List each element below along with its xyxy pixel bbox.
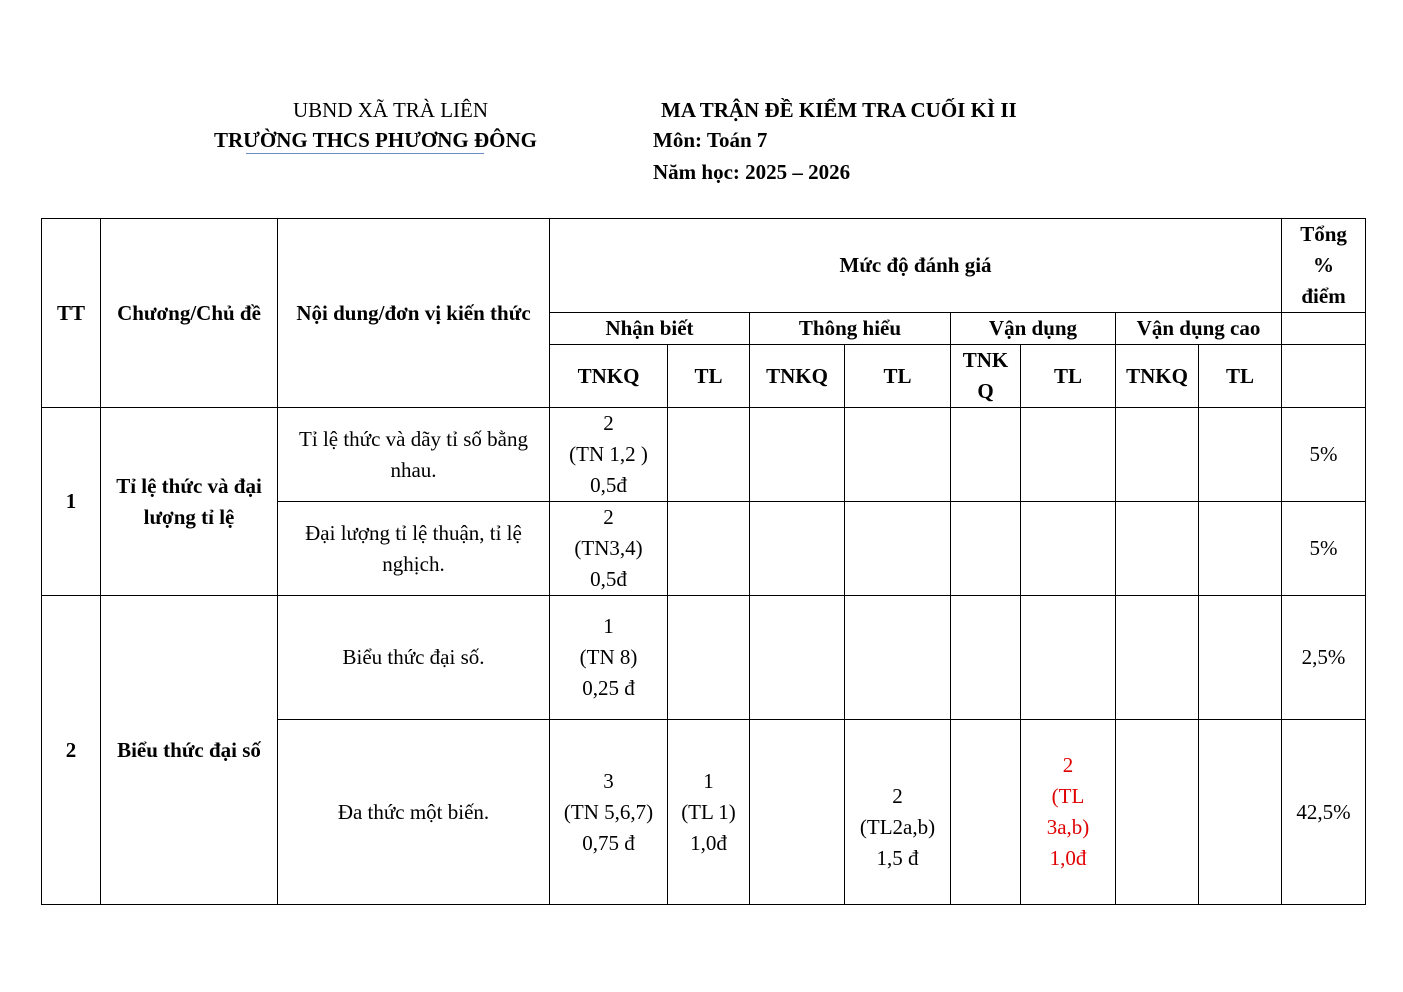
empty-cell <box>1282 345 1366 408</box>
row-chapter: Biểu thức đại số <box>101 596 278 905</box>
subheader-tl: TL <box>668 345 750 408</box>
row-chapter: Tỉ lệ thức và đại lượng tỉ lệ <box>101 408 278 596</box>
cell-th-tl: 2 (TL2a,b) 1,5 đ <box>845 720 951 905</box>
empty-cell <box>750 596 845 720</box>
empty-cell <box>845 408 951 502</box>
cell-nb-tnkq: 1 (TN 8) 0,25 đ <box>550 596 668 720</box>
school-name-underline <box>246 153 484 154</box>
empty-cell <box>951 720 1021 905</box>
row-tt: 1 <box>42 408 101 596</box>
document-title: MA TRẬN ĐỀ KIỂM TRA CUỐI KÌ II <box>661 98 1017 122</box>
total-label-line1: Tổng <box>1300 222 1347 246</box>
empty-cell <box>668 502 750 596</box>
cell-nb-tnkq: 2 (TN 1,2 ) 0,5đ <box>550 408 668 502</box>
empty-cell <box>750 720 845 905</box>
subheader-tl: TL <box>845 345 951 408</box>
col-header-total <box>1282 219 1366 313</box>
empty-cell <box>1116 596 1199 720</box>
empty-cell <box>951 596 1021 720</box>
subheader-tnkq: TNK Q <box>951 345 1021 408</box>
empty-cell <box>951 408 1021 502</box>
empty-cell <box>1199 408 1282 502</box>
row-total: 42,5% <box>1282 720 1366 905</box>
school-year: Năm học: 2025 – 2026 <box>653 160 851 184</box>
total-label-line3: điểm <box>1301 284 1346 308</box>
empty-cell <box>1199 502 1282 596</box>
cell-nb-tl: 1 (TL 1) 1,0đ <box>668 720 750 905</box>
empty-cell <box>951 502 1021 596</box>
table-row <box>42 596 1366 720</box>
empty-cell <box>1116 720 1199 905</box>
empty-cell <box>668 596 750 720</box>
subheader-tnkq: TNKQ <box>550 345 668 408</box>
level-header-van-dung: Vận dụng <box>951 313 1116 345</box>
row-content: Đa thức một biến. <box>278 720 550 905</box>
empty-cell <box>668 408 750 502</box>
school-name: TRƯỜNG THCS PHƯƠNG ĐÔNG <box>214 128 537 152</box>
level-header-thong-hieu: Thông hiểu <box>750 313 951 345</box>
col-header-tt: TT <box>42 219 101 408</box>
table-row <box>42 408 1366 502</box>
row-total: 5% <box>1282 408 1366 502</box>
row-content: Đại lượng tỉ lệ thuận, tỉ lệ nghịch. <box>278 502 550 596</box>
empty-cell <box>1021 408 1116 502</box>
empty-cell <box>1116 408 1199 502</box>
subheader-tl: TL <box>1199 345 1282 408</box>
empty-cell <box>1021 502 1116 596</box>
empty-cell <box>845 502 951 596</box>
empty-cell <box>750 502 845 596</box>
subject: Môn: Toán 7 <box>653 128 768 152</box>
subheader-tl: TL <box>1021 345 1116 408</box>
assessment-matrix-table <box>41 218 1366 905</box>
cell-nb-tnkq: 3 (TN 5,6,7) 0,75 đ <box>550 720 668 905</box>
row-tt: 2 <box>42 596 101 905</box>
col-header-chapter: Chương/Chủ đề <box>101 219 278 408</box>
col-header-content: Nội dung/đơn vị kiến thức <box>278 219 550 408</box>
level-header-van-dung-cao: Vận dụng cao <box>1116 313 1282 345</box>
empty-cell <box>845 596 951 720</box>
row-total: 5% <box>1282 502 1366 596</box>
empty-cell <box>1282 313 1366 345</box>
district-name: UBND XÃ TRÀ LIÊN <box>293 98 489 122</box>
col-header-levels: Mức độ đánh giá <box>550 219 1282 313</box>
empty-cell <box>1199 596 1282 720</box>
empty-cell <box>1116 502 1199 596</box>
cell-vd-tl: 2 (TL 3a,b) 1,0đ <box>1021 720 1116 905</box>
level-header-nhan-biet: Nhận biết <box>550 313 750 345</box>
cell-nb-tnkq: 2 (TN3,4) 0,5đ <box>550 502 668 596</box>
empty-cell <box>750 408 845 502</box>
row-total: 2,5% <box>1282 596 1366 720</box>
header-row <box>42 219 1366 313</box>
subheader-tnkq: TNKQ <box>1116 345 1199 408</box>
total-label-line2: % <box>1313 253 1335 277</box>
subheader-tnkq: TNKQ <box>750 345 845 408</box>
empty-cell <box>1021 596 1116 720</box>
empty-cell <box>1199 720 1282 905</box>
row-content: Biểu thức đại số. <box>278 596 550 720</box>
row-content: Tỉ lệ thức và dãy tỉ số bằng nhau. <box>278 408 550 502</box>
